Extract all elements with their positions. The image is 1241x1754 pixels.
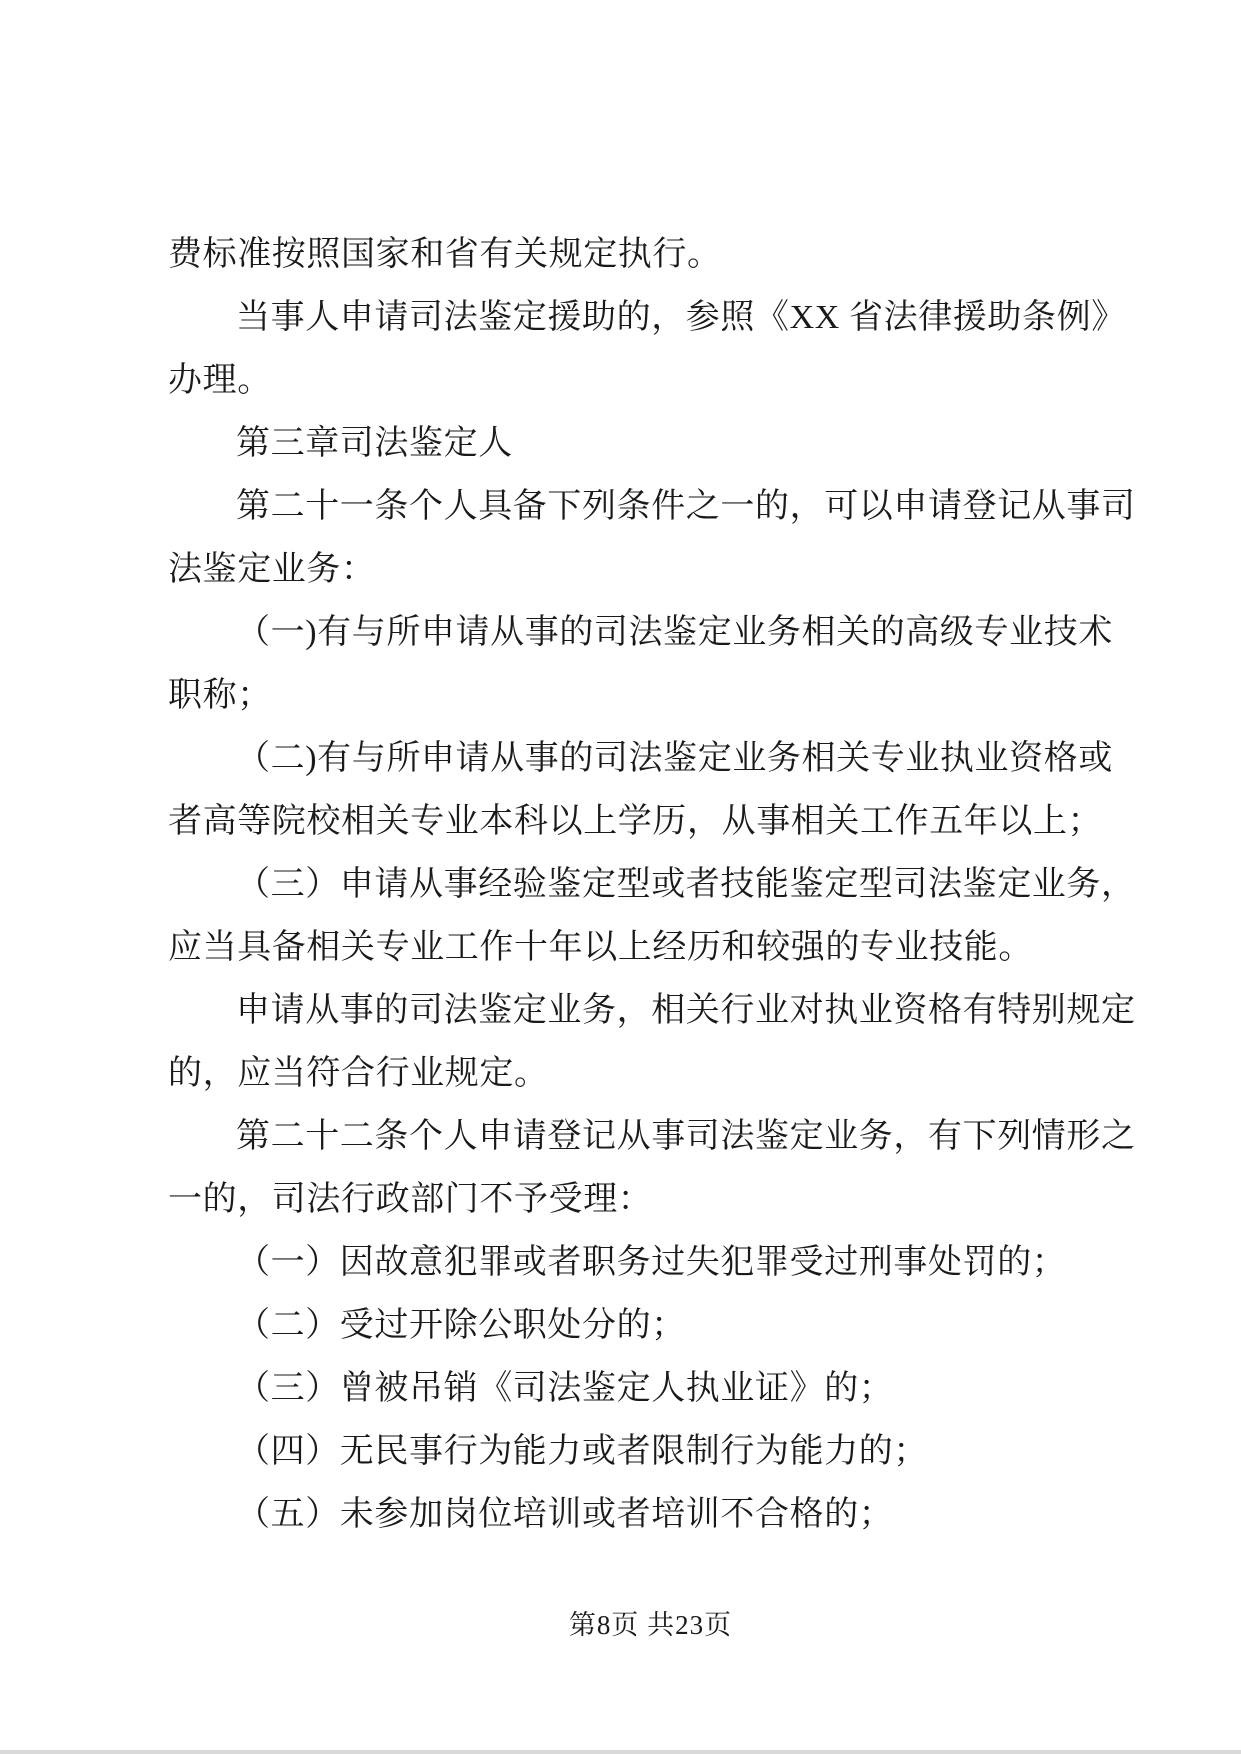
text-line: （一）因故意犯罪或者职务过失犯罪受过刑事处罚的； [236, 1244, 1067, 1281]
page-bottom-edge [0, 1750, 1241, 1754]
text-line: 当事人申请司法鉴定援助的，参照《XX 省法律援助条例》 [236, 299, 1126, 336]
text-line: 办理。 [168, 362, 272, 399]
text-line: 者高等院校相关专业本科以上学历，从事相关工作五年以上； [168, 803, 1103, 840]
text-line: 第二十一条个人具备下列条件之一的，可以申请登记从事司 [236, 488, 1136, 525]
text-line: （二）受过开除公职处分的； [236, 1307, 686, 1344]
document-body [168, 223, 1136, 1546]
text-line: （三）申请从事经验鉴定型或者技能鉴定型司法鉴定业务， [236, 866, 1136, 903]
text-line: 职称； [168, 677, 272, 714]
text-line: （一)有与所申请从事的司法鉴定业务相关的高级专业技术 [236, 614, 1113, 651]
text-line: 第三章司法鉴定人 [236, 425, 513, 462]
text-line: 法鉴定业务： [168, 551, 376, 588]
text-line: （四）无民事行为能力或者限制行为能力的； [236, 1433, 928, 1470]
text-line: （二)有与所申请从事的司法鉴定业务相关专业执业资格或 [236, 740, 1113, 777]
text-line: （三）曾被吊销《司法鉴定人执业证》的； [236, 1370, 894, 1407]
page-footer [168, 1605, 1133, 1645]
text-line: 应当具备相关专业工作十年以上经历和较强的专业技能。 [168, 929, 1033, 966]
text-line: 申请从事的司法鉴定业务，相关行业对执业资格有特别规定 [236, 992, 1136, 1029]
text-line: 的，应当符合行业规定。 [168, 1055, 549, 1092]
text-line: 一的，司法行政部门不予受理： [168, 1181, 653, 1218]
text-line: （五）未参加岗位培训或者培训不合格的； [236, 1496, 894, 1533]
text-line: 费标准按照国家和省有关规定执行。 [168, 236, 722, 273]
page-number-text: 第8页 共23页 [568, 1610, 733, 1640]
text-line: 第二十二条个人申请登记从事司法鉴定业务，有下列情形之 [236, 1118, 1136, 1155]
